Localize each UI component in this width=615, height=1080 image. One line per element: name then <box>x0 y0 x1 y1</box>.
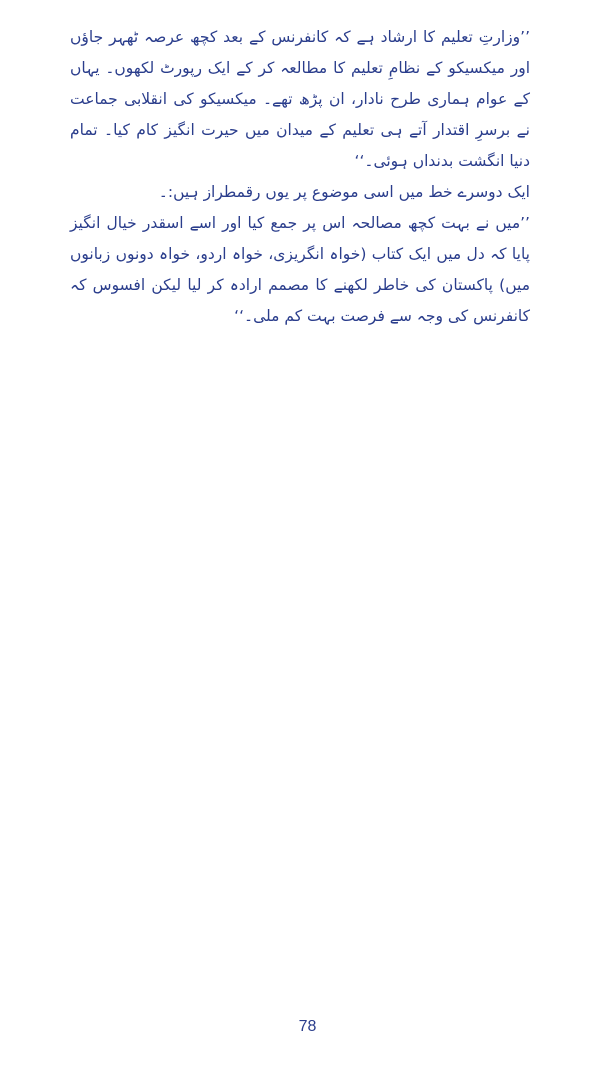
body-text <box>70 22 530 332</box>
paragraph-book-quote: ’’میں نے بہت کچھ مصالحہ اس پر جمع کیا اور اسے اسقدر خیال انگیز پایا کہ دل میں ایک کتاب (خواہ انگریزی، خواہ اردو، خواہ دونوں زبانوں میں) پاکستان کی خاطر لکھنے کا مصمم ارادہ کر لیا لیکن افسوس کہ کانفرنس کی وجہ سے فرصت بہت کم ملی۔‘‘ <box>70 214 530 325</box>
paragraph-second-letter-intro: ایک دوسرے خط میں اسی موضوع پر یوں رقمطراز ہیں:۔ <box>158 183 530 201</box>
paragraph-ministry-quote: ’’وزارتِ تعلیم کا ارشاد ہے کہ کانفرنس کے بعد کچھ عرصہ ٹھہر جاؤں اور میکسیکو کے نظامِ تعلیم کا مطالعہ کر کے ایک رپورٹ لکھوں۔ یہاں کے عوام ہماری طرح نادار، ان پڑھ تھے۔ میکسیکو کی انقلابی جماعت نے برسرِ اقتدار آتے ہی تعلیم کے میدان میں حیرت انگیز کام کیا۔ تمام دنیا انگشت بدنداں ہوئی۔‘‘ <box>70 28 530 170</box>
page-number: 78 <box>298 1018 317 1035</box>
